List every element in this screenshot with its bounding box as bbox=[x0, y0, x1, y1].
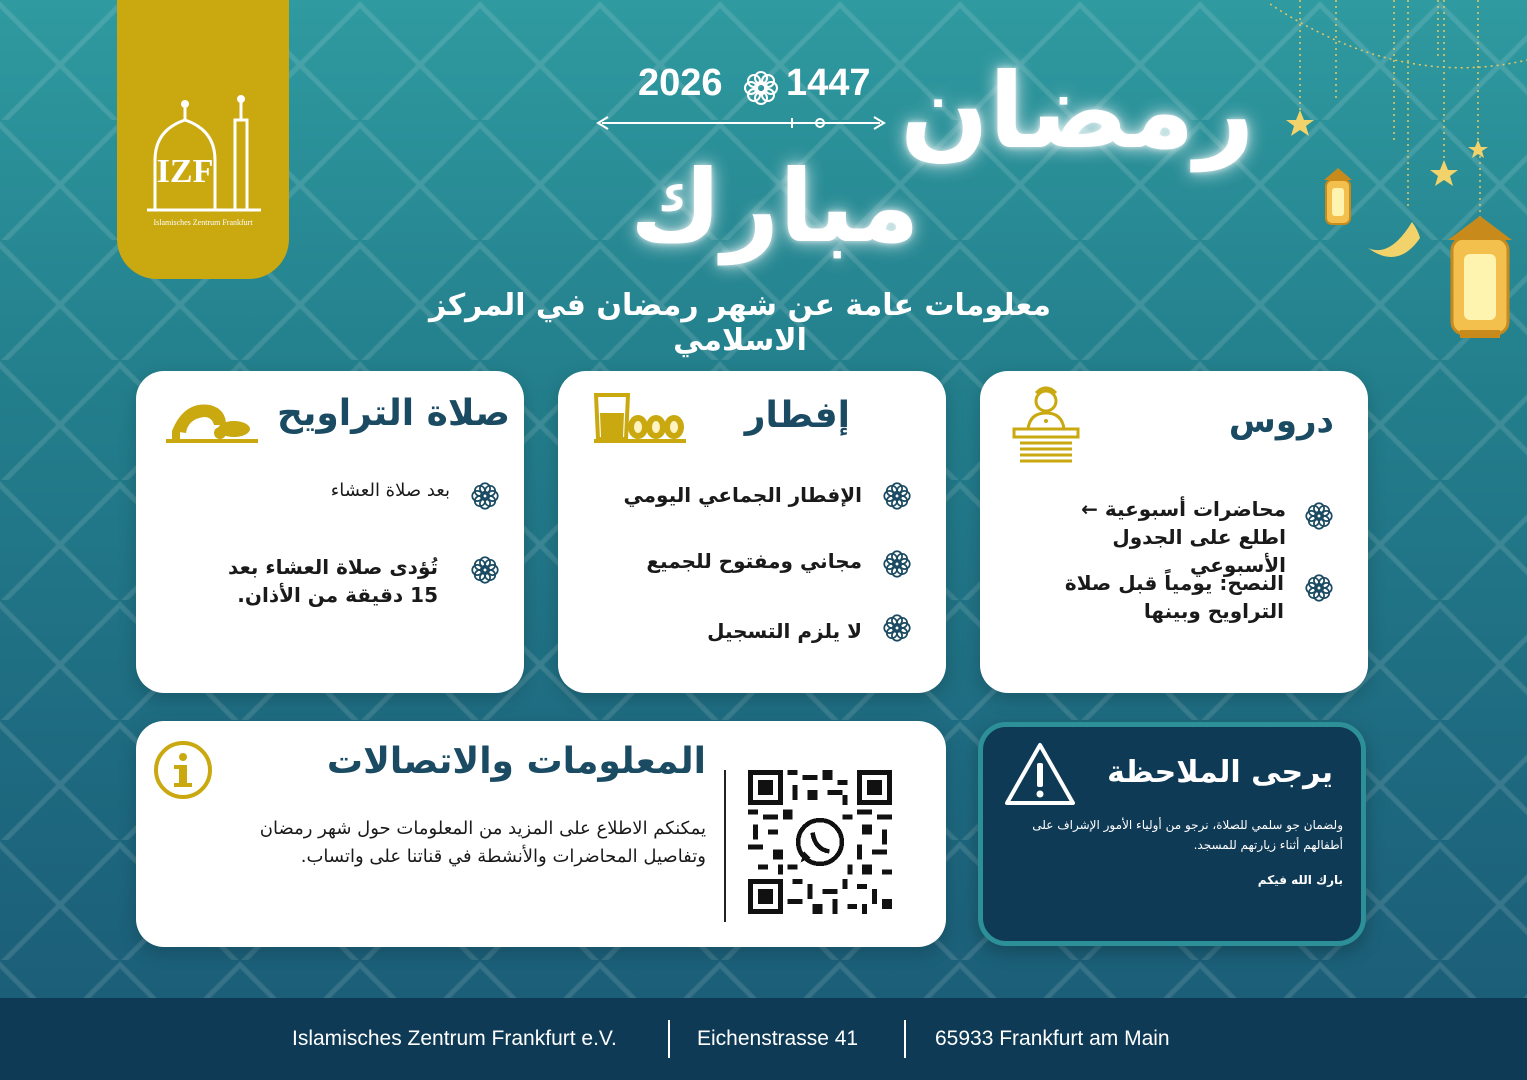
title-ramadan: رمضان bbox=[900, 50, 1255, 172]
glass-and-dates-icon bbox=[594, 389, 686, 443]
info-title: المعلومات والاتصالات bbox=[326, 741, 706, 782]
footer-city: 65933 Frankfurt am Main bbox=[935, 1027, 1170, 1050]
footer bbox=[0, 998, 1527, 1080]
bullet-text: محاضرات أسبوعية ← اطلع على الجدول الأسبوعي bbox=[1081, 497, 1286, 577]
whatsapp-icon bbox=[793, 815, 848, 870]
notice-box bbox=[978, 722, 1366, 946]
iftar-card bbox=[558, 371, 946, 693]
imam-at-lectern-icon bbox=[1006, 383, 1086, 465]
mosque-logo-icon bbox=[135, 90, 271, 220]
card-title: صلاة التراويح bbox=[276, 393, 510, 434]
lessons-card bbox=[980, 371, 1368, 693]
flower-bullet-icon bbox=[880, 547, 914, 581]
izf-logo bbox=[117, 0, 289, 279]
year-header bbox=[638, 62, 878, 112]
notice-body: ولضمان جو سلمي للصلاة، نرجو من أولياء الأمور الإشراف على أطفالهم أثناء زيارتهم للمسجد. bbox=[1032, 818, 1343, 852]
logo-name: Islamisches Zentrum Frankfurt bbox=[153, 218, 253, 227]
lanterns-decoration-icon bbox=[1270, 0, 1527, 345]
title-mubarak: مبارك bbox=[630, 148, 920, 265]
notice-blessing: بارك الله فيكم bbox=[1257, 873, 1343, 887]
flower-ornament-icon bbox=[741, 68, 781, 108]
info-text: يمكنكم الاطلاع على المزيد من المعلومات حول شهر رمضان وتفاصيل المحاضرات والأنشطة في قناتنا على واتساب. bbox=[259, 818, 706, 867]
year-gregorian: 2026 bbox=[638, 62, 723, 104]
page-subtitle: معلومات عامة عن شهر رمضان في المركز الاسلامي bbox=[429, 288, 1051, 358]
flower-bullet-icon bbox=[880, 611, 914, 645]
whatsapp-qr-code[interactable] bbox=[748, 770, 892, 914]
tarawih-card bbox=[136, 371, 524, 693]
bullet-text: لا يلزم التسجيل bbox=[707, 619, 862, 643]
bullet-text: تُؤدى صلاة العشاء بعد 15 دقيقة من الأذان. bbox=[228, 555, 438, 607]
flower-bullet-icon bbox=[468, 553, 502, 587]
card-title: إفطار bbox=[744, 395, 850, 436]
flower-bullet-icon bbox=[1302, 499, 1336, 533]
divider bbox=[724, 770, 726, 922]
footer-org: Islamisches Zentrum Frankfurt e.V. bbox=[292, 1027, 617, 1050]
flower-bullet-icon bbox=[1302, 571, 1336, 605]
bullet-text: مجاني ومفتوح للجميع bbox=[646, 549, 862, 573]
info-icon bbox=[152, 739, 214, 801]
footer-separator bbox=[904, 1020, 906, 1058]
bullet-text: بعد صلاة العشاء bbox=[330, 480, 450, 501]
year-hijri: 1447 bbox=[786, 62, 871, 104]
footer-separator bbox=[668, 1020, 670, 1058]
card-title: دروس bbox=[1228, 401, 1334, 441]
decorative-arrow-line bbox=[594, 115, 888, 131]
logo-initials: IZF bbox=[156, 153, 214, 190]
bullet-text: الإفطار الجماعي اليومي bbox=[623, 483, 862, 507]
flower-bullet-icon bbox=[880, 479, 914, 513]
bullet-text: النصح: يومياً قبل صلاة التراويح وبينها bbox=[1064, 571, 1284, 623]
footer-street: Eichenstrasse 41 bbox=[697, 1027, 859, 1050]
warning-icon bbox=[1003, 741, 1077, 807]
flower-bullet-icon bbox=[468, 479, 502, 513]
notice-title: يرجى الملاحظة bbox=[1107, 755, 1333, 790]
prostration-prayer-icon bbox=[164, 395, 262, 447]
